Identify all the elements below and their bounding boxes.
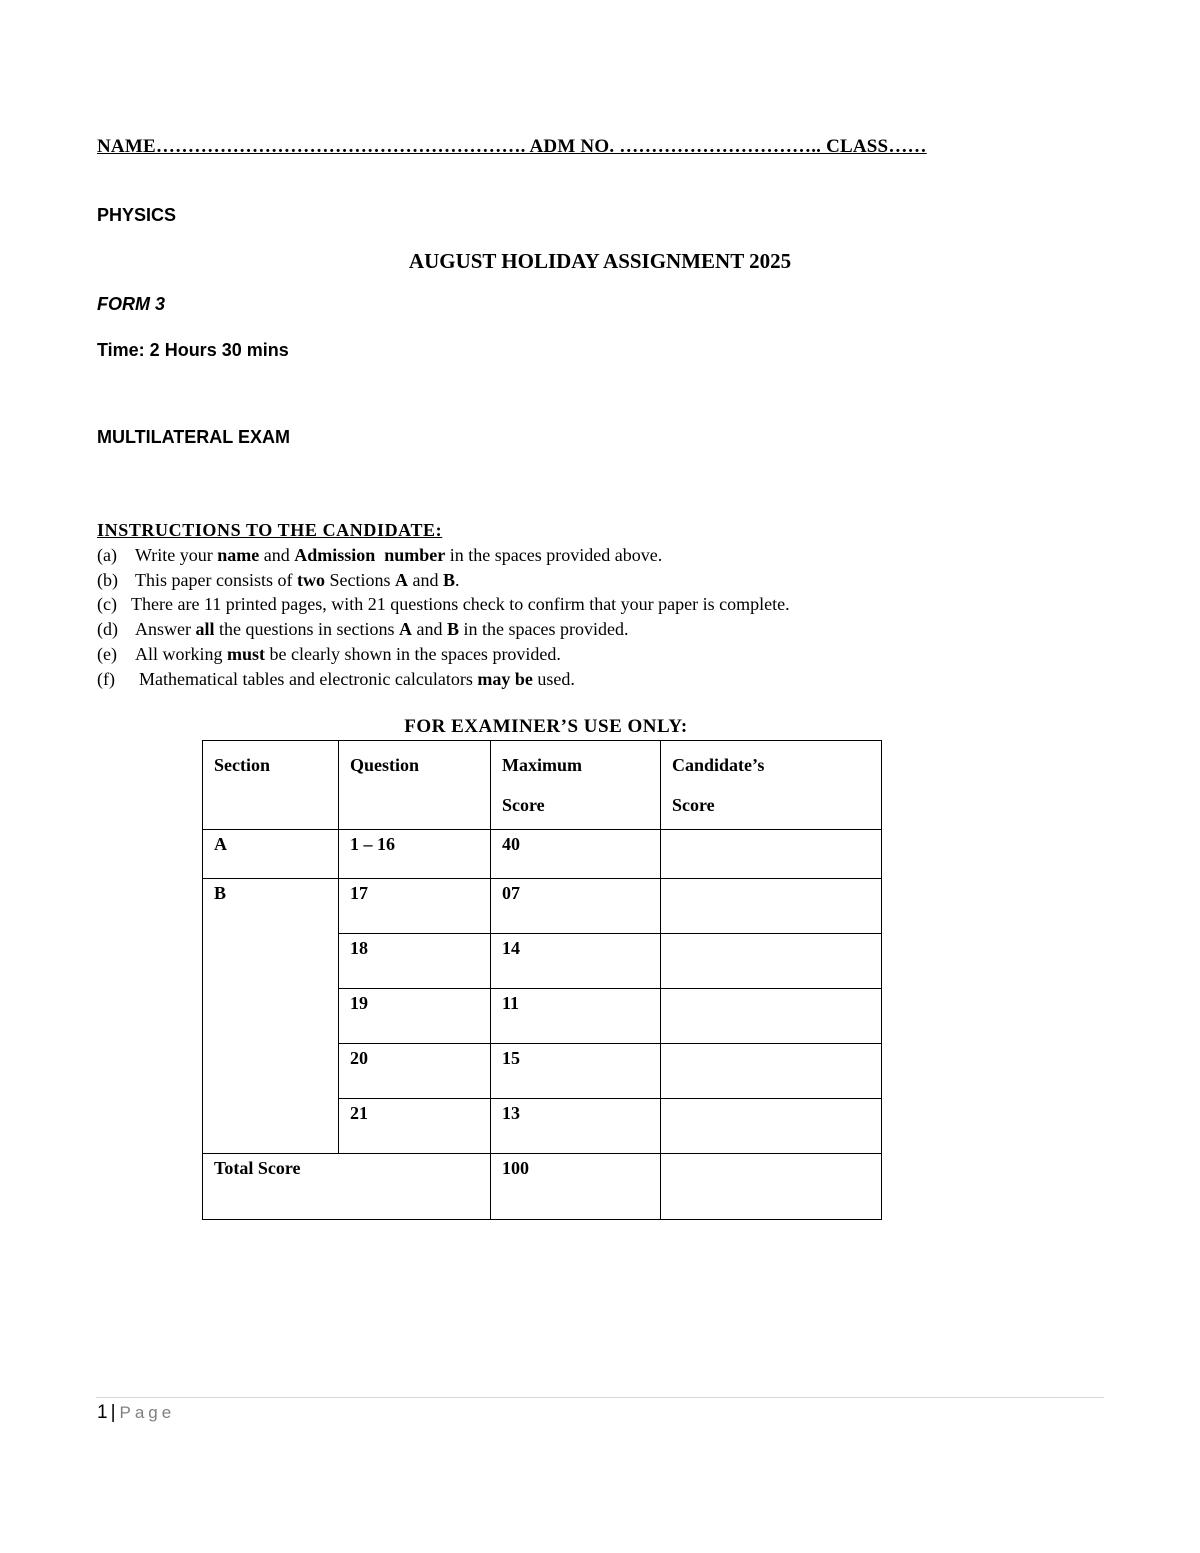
candidate-score-cell[interactable] (661, 934, 882, 989)
candidate-score-cell[interactable] (661, 1099, 882, 1154)
student-details-line: NAME…………………………………………………. ADM NO. ………………………….. CLASS…… (97, 136, 927, 157)
page-footer (97, 1402, 175, 1424)
instruction-text: All working (135, 643, 227, 664)
instruction-emphasis: B (447, 619, 460, 640)
footer-separator: | (110, 1402, 116, 1423)
table-row (203, 830, 882, 879)
header-question: Question (339, 741, 491, 830)
total-score-label: Total Score (203, 1154, 491, 1220)
exam-name: MULTILATERAL EXAM (97, 427, 290, 447)
instruction-text: Mathematical tables and electronic calculators (139, 668, 478, 689)
total-max-score: 100 (491, 1154, 661, 1220)
examiner-use-title: FOR EXAMINER’S USE ONLY: (404, 716, 688, 737)
instruction-c (97, 592, 790, 617)
instruction-a (97, 543, 790, 568)
instruction-text: and (412, 619, 447, 640)
max-score-cell: 15 (491, 1044, 661, 1099)
instruction-text: the questions in sections (214, 619, 399, 640)
form-level: FORM 3 (97, 294, 166, 314)
instruction-text: in the spaces provided. (459, 619, 629, 640)
total-candidate-score[interactable] (661, 1154, 882, 1220)
subject-name: PHYSICS (97, 205, 177, 225)
instruction-emphasis: two (296, 569, 325, 590)
header-text: Maximum (502, 755, 582, 775)
instruction-text: be clearly shown in the spaces provided. (265, 643, 561, 664)
instruction-label: (c) (97, 594, 117, 615)
instruction-text: This paper consists of (135, 569, 297, 590)
instruction-label: (a) (97, 544, 117, 565)
instructions-heading: INSTRUCTIONS TO THE CANDIDATE: (97, 520, 443, 540)
instruction-text: and (259, 544, 295, 565)
question-cell: 1 – 16 (339, 830, 491, 879)
instruction-emphasis: Admission number (294, 544, 446, 565)
instruction-text: There are 11 printed pages, with 21 questions check to confirm that your paper is complete. (131, 594, 790, 615)
score-table (202, 740, 882, 1220)
max-score-cell: 40 (491, 830, 661, 879)
instruction-text: Write your (135, 544, 218, 565)
header-maximum-score (491, 741, 661, 830)
max-score-cell: 07 (491, 879, 661, 934)
page-number: 1 (97, 1402, 108, 1423)
header-text: Score (672, 795, 715, 815)
instruction-label: (e) (97, 643, 117, 664)
instruction-emphasis: A (394, 569, 408, 590)
question-cell: 20 (339, 1044, 491, 1099)
section-cell: A (203, 830, 339, 879)
assignment-title: AUGUST HOLIDAY ASSIGNMENT 2025 (408, 249, 792, 273)
instruction-text: Sections (324, 569, 395, 590)
instruction-emphasis: may be (477, 668, 533, 689)
header-text: Score (502, 795, 545, 815)
instruction-text: in the spaces provided above. (445, 544, 663, 565)
instruction-label: (b) (97, 569, 118, 590)
instructions-block (97, 518, 790, 692)
max-score-cell: 11 (491, 989, 661, 1044)
instruction-text: Answer (135, 619, 196, 640)
instruction-emphasis: name (217, 544, 260, 565)
section-cell: B (203, 879, 339, 1154)
candidate-score-cell[interactable] (661, 830, 882, 879)
table-row (203, 879, 882, 934)
instruction-label: (f) (97, 668, 115, 689)
instruction-emphasis: B (442, 569, 455, 590)
instruction-d (97, 617, 790, 642)
max-score-cell: 13 (491, 1099, 661, 1154)
header-section: Section (203, 741, 339, 830)
table-header-row (203, 741, 882, 830)
candidate-score-cell[interactable] (661, 1044, 882, 1099)
instruction-text: . (455, 569, 460, 590)
candidate-score-cell[interactable] (661, 879, 882, 934)
instruction-label: (d) (97, 619, 118, 640)
table-total-row (203, 1154, 882, 1220)
time-allowed: Time: 2 Hours 30 mins (97, 340, 289, 360)
instruction-emphasis: all (195, 619, 215, 640)
question-cell: 19 (339, 989, 491, 1044)
instruction-emphasis: A (399, 619, 412, 640)
question-cell: 17 (339, 879, 491, 934)
max-score-cell: 14 (491, 934, 661, 989)
instruction-f (97, 667, 790, 692)
instruction-e (97, 642, 790, 667)
header-candidate-score (661, 741, 882, 830)
page-label: Page (119, 1403, 176, 1422)
header-text: Candidate’s (672, 755, 765, 775)
instruction-text: used. (532, 668, 575, 689)
instruction-text: and (407, 569, 443, 590)
question-cell: 18 (339, 934, 491, 989)
footer-divider (96, 1397, 1104, 1398)
instruction-b (97, 568, 790, 593)
question-cell: 21 (339, 1099, 491, 1154)
instruction-emphasis: must (227, 643, 266, 664)
candidate-score-cell[interactable] (661, 989, 882, 1044)
